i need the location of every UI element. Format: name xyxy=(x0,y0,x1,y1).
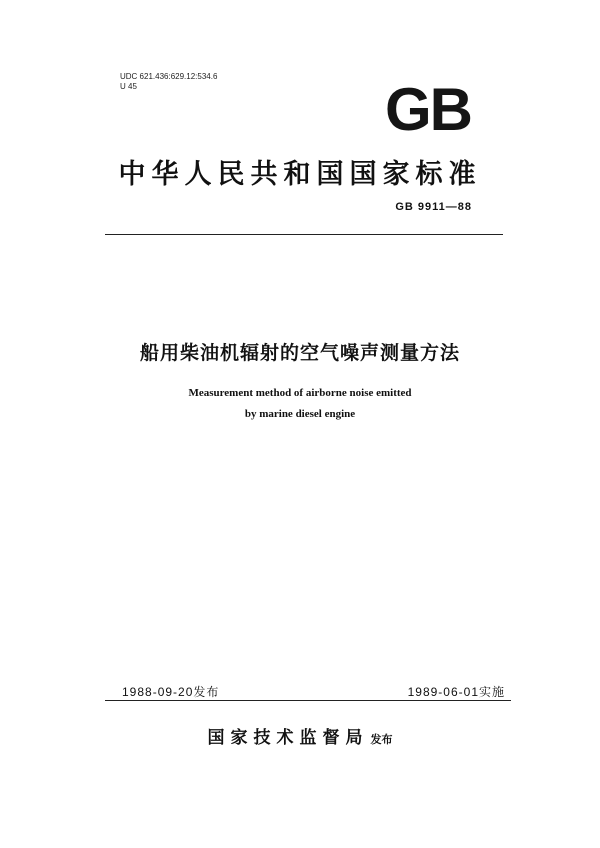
title-english-line-2: by marine diesel engine xyxy=(244,408,356,420)
udc-line: UDC 621.436:629.12:534.6 xyxy=(120,72,218,81)
standard-code: GB 9911—88 xyxy=(395,201,472,213)
top-divider xyxy=(105,234,503,235)
implementation-date: 1989-06-01实施 xyxy=(407,685,505,699)
org-title: 中华人民共和国国家标准 xyxy=(118,159,482,190)
class-line: U 45 xyxy=(120,82,137,91)
gb-logo xyxy=(376,80,480,138)
publish-label: 发布 xyxy=(370,733,393,746)
title-chinese: 船用柴油机辐射的空气噪声测量方法 xyxy=(139,342,460,364)
issue-date: 1988-09-20发布 xyxy=(122,685,220,699)
publisher-name: 国家技术监督局 xyxy=(207,728,369,748)
title-english-line-1: Measurement method of airborne noise emitted xyxy=(188,387,412,399)
gb-logo-text: GB xyxy=(385,80,471,138)
publisher-row xyxy=(0,723,600,748)
bottom-divider xyxy=(105,700,511,701)
title-english xyxy=(0,383,600,425)
udc-classification xyxy=(120,72,217,92)
